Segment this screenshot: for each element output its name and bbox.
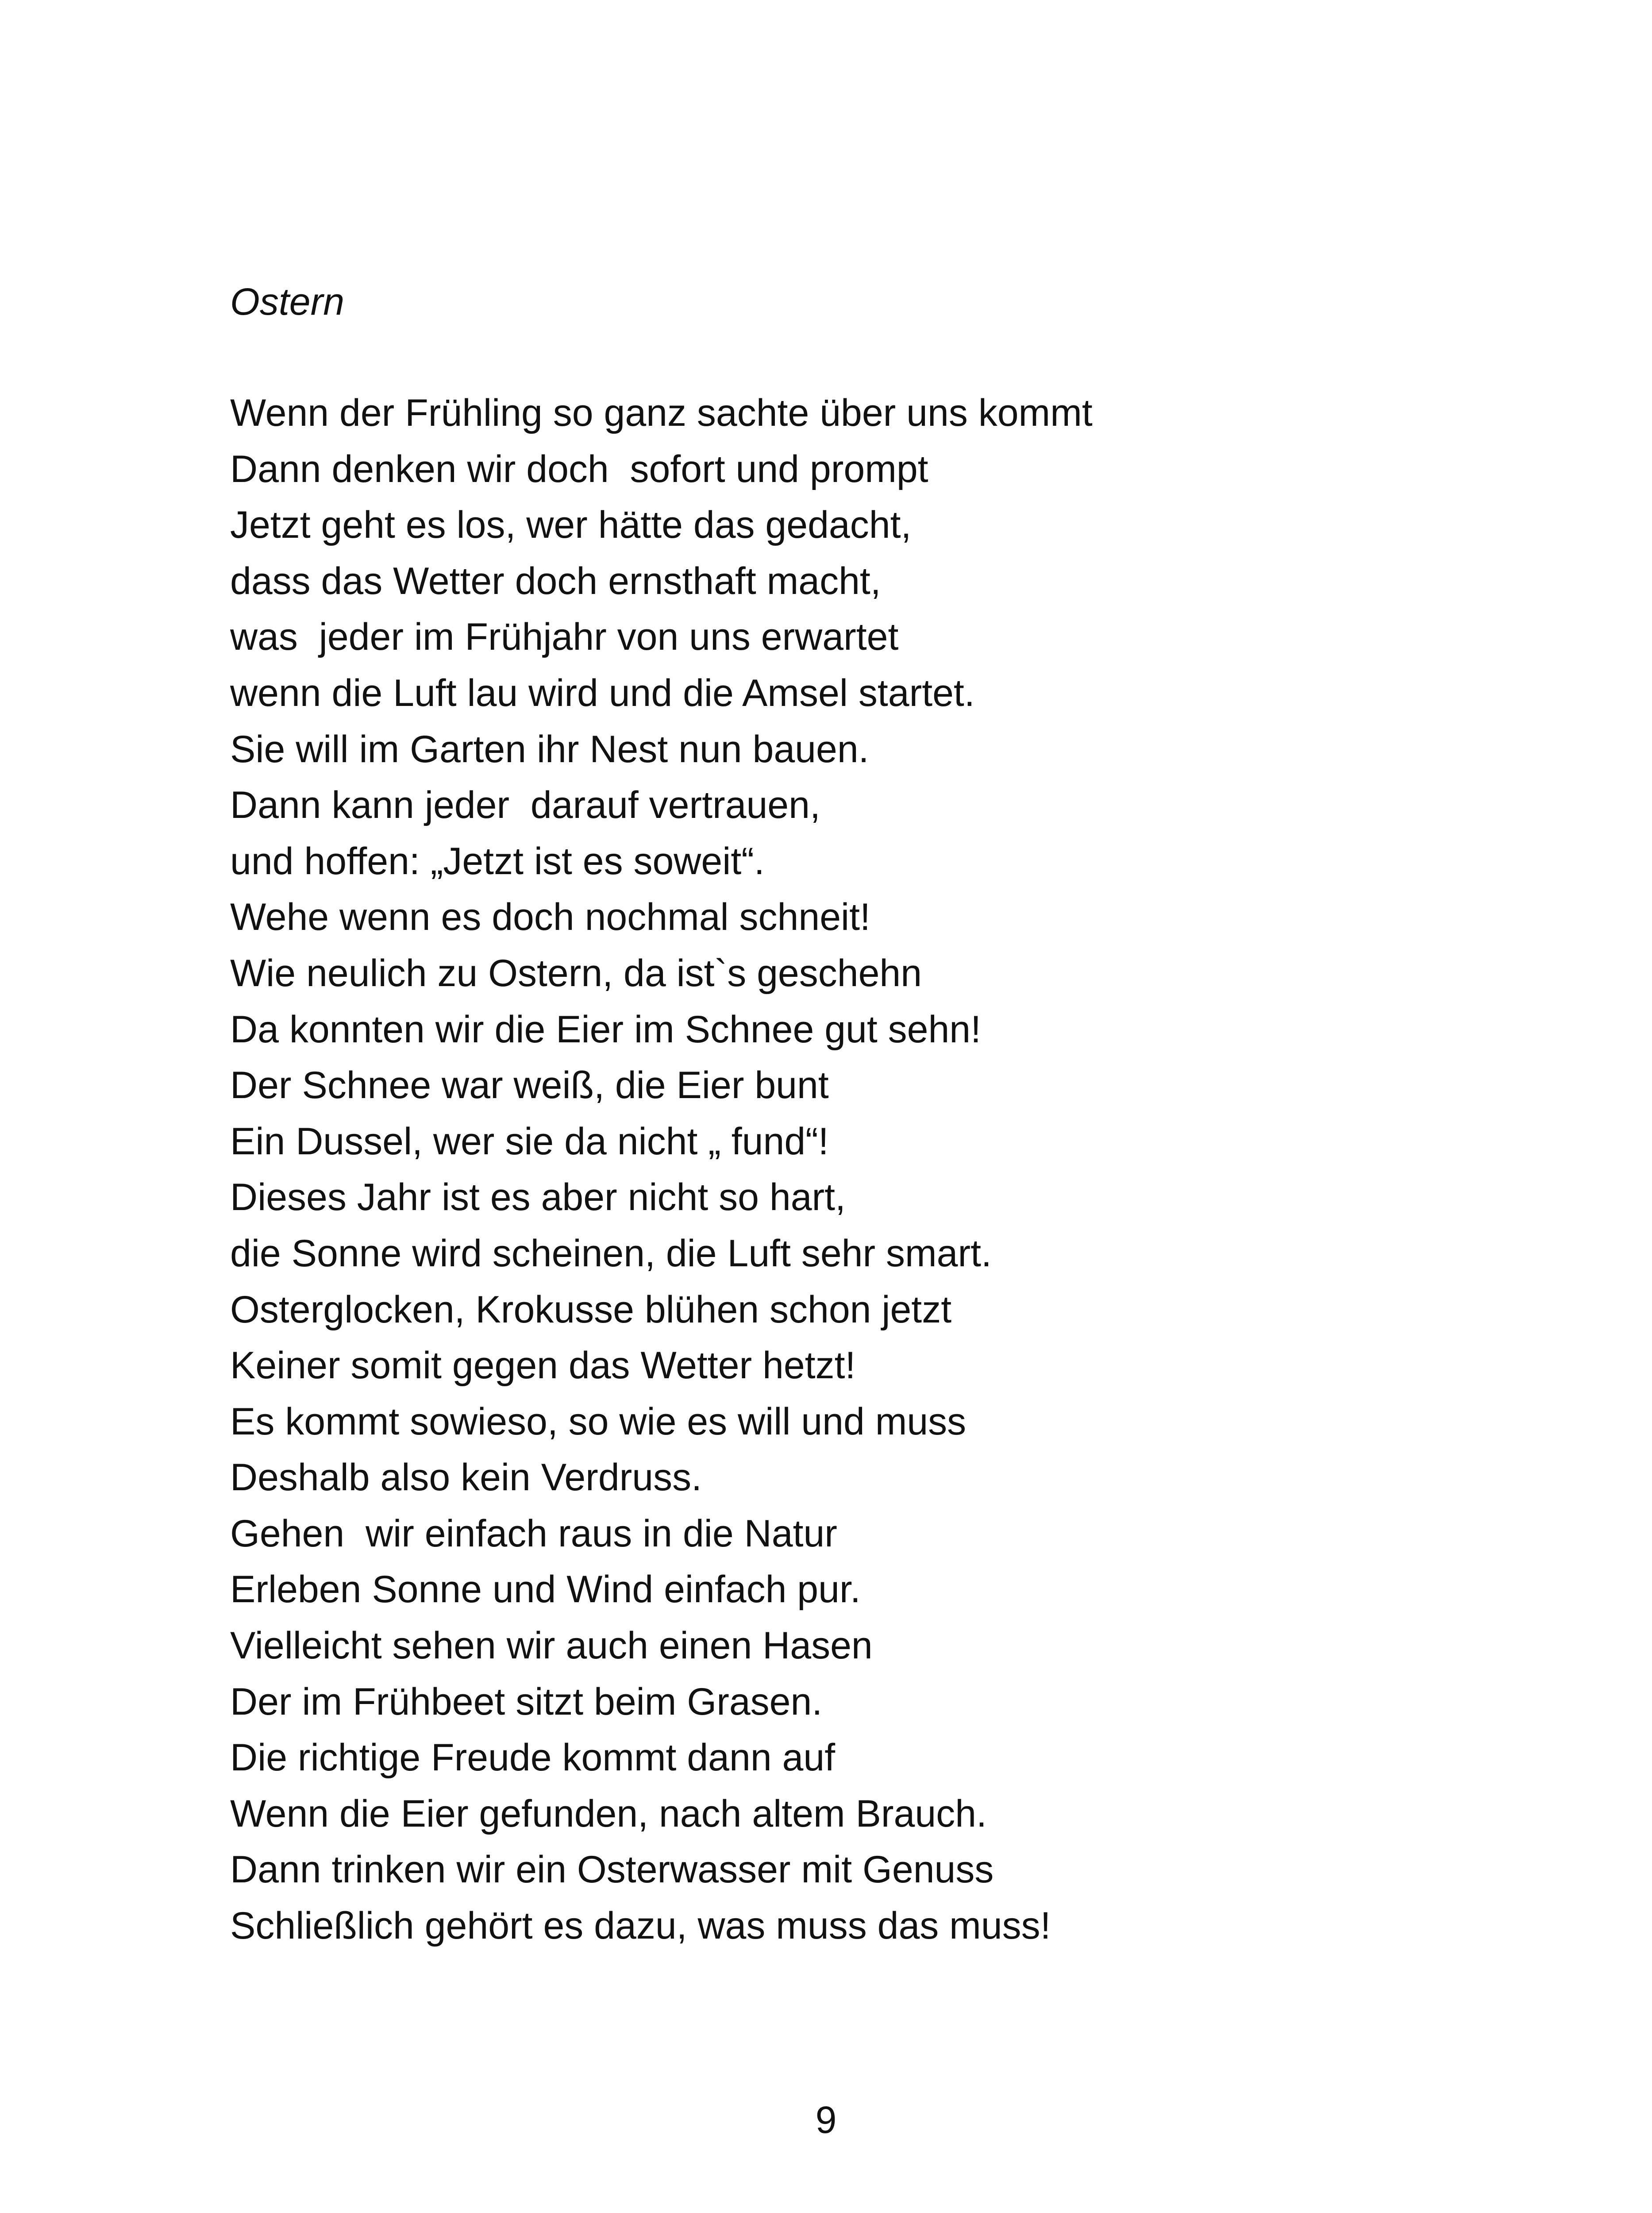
- poem-line: Dann trinken wir ein Osterwasser mit Genuss: [230, 1848, 994, 1891]
- poem-line: Ein Dussel, wer sie da nicht „ fund“!: [230, 1120, 829, 1163]
- poem-line: Wenn der Frühling so ganz sachte über uns kommt: [230, 392, 1093, 434]
- poem-line: und hoffen: „Jetzt ist es soweit“.: [230, 840, 765, 883]
- poem-line: Wie neulich zu Ostern, da ist`s geschehn: [230, 952, 922, 995]
- poem-line: Es kommt sowieso, so wie es will und muss: [230, 1400, 967, 1443]
- poem-line: Schließlich gehört es dazu, was muss das muss!: [230, 1905, 1051, 1947]
- poem-line: Dann kann jeder darauf vertrauen,: [230, 784, 820, 827]
- poem-line: dass das Wetter doch ernsthaft macht,: [230, 559, 881, 602]
- poem-line: Jetzt geht es los, wer hätte das gedacht,: [230, 504, 912, 547]
- poem-title: Ostern: [230, 281, 345, 323]
- poem-body: [230, 385, 1093, 1954]
- page-number: 9: [815, 2099, 837, 2141]
- poem-line: Erleben Sonne und Wind einfach pur.: [230, 1568, 861, 1611]
- poem-line: Osterglocken, Krokusse blühen schon jetzt: [230, 1288, 952, 1331]
- poem-line: Deshalb also kein Verdruss.: [230, 1456, 702, 1499]
- poem-line: die Sonne wird scheinen, die Luft sehr smart.: [230, 1232, 992, 1275]
- poem-line: Da konnten wir die Eier im Schnee gut sehn!: [230, 1008, 982, 1051]
- poem-line: Vielleicht sehen wir auch einen Hasen: [230, 1624, 873, 1667]
- poem-line: Der Schnee war weiß, die Eier bunt: [230, 1064, 829, 1107]
- poem-line: Wenn die Eier gefunden, nach altem Brauch.: [230, 1792, 987, 1835]
- poem-line: Dann denken wir doch sofort und prompt: [230, 447, 928, 490]
- poem-line: Der im Frühbeet sitzt beim Grasen.: [230, 1680, 823, 1723]
- poem-line: Dieses Jahr ist es aber nicht so hart,: [230, 1176, 846, 1219]
- poem-line: wenn die Luft lau wird und die Amsel startet.: [230, 671, 975, 714]
- poem-line: Sie will im Garten ihr Nest nun bauen.: [230, 728, 869, 771]
- poem-line: Die richtige Freude kommt dann auf: [230, 1736, 836, 1779]
- poem-line: Wehe wenn es doch nochmal schneit!: [230, 896, 870, 939]
- poem-line: Gehen wir einfach raus in die Natur: [230, 1512, 837, 1555]
- poem-line: Keiner somit gegen das Wetter hetzt!: [230, 1344, 856, 1387]
- poem-line: was jeder im Frühjahr von uns erwartet: [230, 616, 899, 659]
